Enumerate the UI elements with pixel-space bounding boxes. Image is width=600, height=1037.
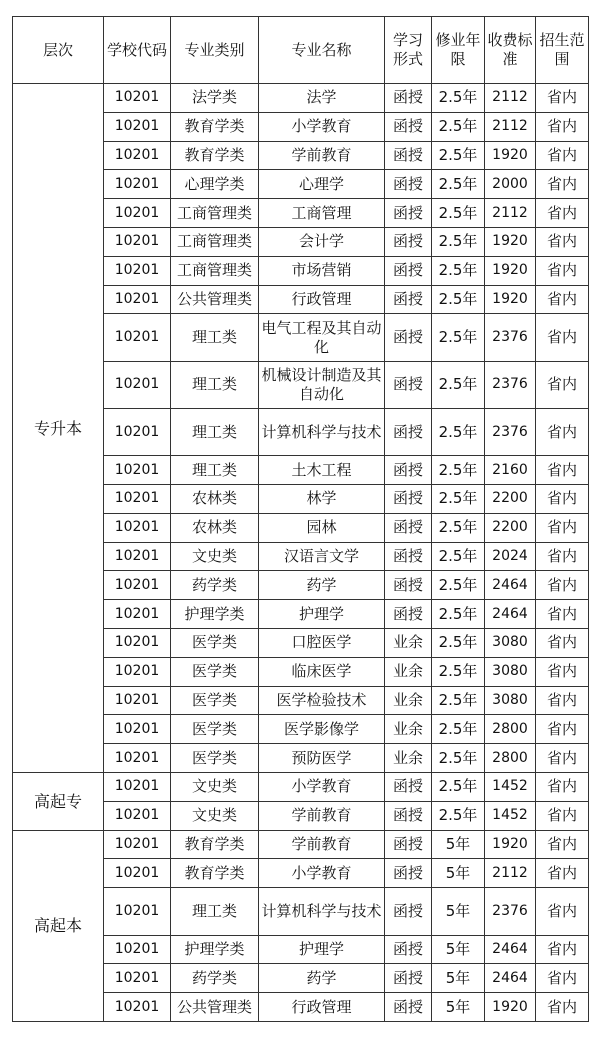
study-mode-cell: 函授 bbox=[385, 285, 432, 314]
major-name-cell: 林学 bbox=[259, 485, 385, 514]
duration-cell: 2.5年 bbox=[432, 513, 485, 542]
school-code-cell: 10201 bbox=[104, 715, 171, 744]
school-code-cell: 10201 bbox=[104, 456, 171, 485]
duration-cell: 2.5年 bbox=[432, 629, 485, 658]
major-name-cell: 学前教育 bbox=[259, 801, 385, 830]
major-category-cell: 理工类 bbox=[171, 888, 259, 935]
major-name-cell: 法学 bbox=[259, 84, 385, 113]
school-code-cell: 10201 bbox=[104, 964, 171, 993]
study-mode-cell: 函授 bbox=[385, 84, 432, 113]
tuition-cell: 2000 bbox=[485, 170, 536, 199]
major-category-cell: 教育学类 bbox=[171, 141, 259, 170]
major-name-cell: 行政管理 bbox=[259, 285, 385, 314]
school-code-cell: 10201 bbox=[104, 600, 171, 629]
major-category-cell: 理工类 bbox=[171, 408, 259, 455]
tuition-cell: 2112 bbox=[485, 199, 536, 228]
table-row bbox=[13, 84, 589, 113]
study-mode-cell: 函授 bbox=[385, 112, 432, 141]
duration-cell: 5年 bbox=[432, 859, 485, 888]
header-duration: 修业年限 bbox=[432, 17, 485, 84]
duration-cell: 2.5年 bbox=[432, 170, 485, 199]
school-code-cell: 10201 bbox=[104, 859, 171, 888]
major-name-cell: 护理学 bbox=[259, 600, 385, 629]
major-name-cell: 小学教育 bbox=[259, 773, 385, 802]
study-mode-cell: 函授 bbox=[385, 314, 432, 361]
header-study-mode: 学习形式 bbox=[385, 17, 432, 84]
study-mode-cell: 函授 bbox=[385, 600, 432, 629]
school-code-cell: 10201 bbox=[104, 84, 171, 113]
major-category-cell: 农林类 bbox=[171, 485, 259, 514]
scope-cell: 省内 bbox=[536, 314, 589, 361]
study-mode-cell: 函授 bbox=[385, 513, 432, 542]
tuition-cell: 2376 bbox=[485, 408, 536, 455]
school-code-cell: 10201 bbox=[104, 993, 171, 1022]
tuition-cell: 2112 bbox=[485, 112, 536, 141]
duration-cell: 2.5年 bbox=[432, 408, 485, 455]
study-mode-cell: 业余 bbox=[385, 629, 432, 658]
scope-cell: 省内 bbox=[536, 715, 589, 744]
tuition-cell: 3080 bbox=[485, 629, 536, 658]
school-code-cell: 10201 bbox=[104, 112, 171, 141]
school-code-cell: 10201 bbox=[104, 801, 171, 830]
study-mode-cell: 函授 bbox=[385, 170, 432, 199]
school-code-cell: 10201 bbox=[104, 227, 171, 256]
tuition-cell: 2464 bbox=[485, 600, 536, 629]
scope-cell: 省内 bbox=[536, 227, 589, 256]
study-mode-cell: 函授 bbox=[385, 542, 432, 571]
scope-cell: 省内 bbox=[536, 859, 589, 888]
school-code-cell: 10201 bbox=[104, 285, 171, 314]
tuition-cell: 2200 bbox=[485, 485, 536, 514]
school-code-cell: 10201 bbox=[104, 199, 171, 228]
major-category-cell: 医学类 bbox=[171, 629, 259, 658]
scope-cell: 省内 bbox=[536, 199, 589, 228]
tuition-cell: 1920 bbox=[485, 285, 536, 314]
tuition-cell: 1920 bbox=[485, 256, 536, 285]
major-name-cell: 土木工程 bbox=[259, 456, 385, 485]
major-category-cell: 药学类 bbox=[171, 964, 259, 993]
scope-cell: 省内 bbox=[536, 801, 589, 830]
school-code-cell: 10201 bbox=[104, 314, 171, 361]
study-mode-cell: 函授 bbox=[385, 993, 432, 1022]
duration-cell: 2.5年 bbox=[432, 542, 485, 571]
scope-cell: 省内 bbox=[536, 542, 589, 571]
study-mode-cell: 函授 bbox=[385, 964, 432, 993]
scope-cell: 省内 bbox=[536, 600, 589, 629]
major-name-cell: 小学教育 bbox=[259, 859, 385, 888]
study-mode-cell: 函授 bbox=[385, 935, 432, 964]
major-name-cell: 会计学 bbox=[259, 227, 385, 256]
school-code-cell: 10201 bbox=[104, 170, 171, 199]
major-category-cell: 理工类 bbox=[171, 361, 259, 408]
major-name-cell: 心理学 bbox=[259, 170, 385, 199]
study-mode-cell: 函授 bbox=[385, 256, 432, 285]
scope-cell: 省内 bbox=[536, 830, 589, 859]
duration-cell: 2.5年 bbox=[432, 801, 485, 830]
school-code-cell: 10201 bbox=[104, 686, 171, 715]
major-category-cell: 农林类 bbox=[171, 513, 259, 542]
major-category-cell: 文史类 bbox=[171, 773, 259, 802]
duration-cell: 2.5年 bbox=[432, 600, 485, 629]
tuition-cell: 2464 bbox=[485, 935, 536, 964]
tuition-cell: 1920 bbox=[485, 141, 536, 170]
major-name-cell: 工商管理 bbox=[259, 199, 385, 228]
duration-cell: 2.5年 bbox=[432, 256, 485, 285]
study-mode-cell: 函授 bbox=[385, 361, 432, 408]
study-mode-cell: 业余 bbox=[385, 686, 432, 715]
study-mode-cell: 函授 bbox=[385, 141, 432, 170]
tuition-cell: 1452 bbox=[485, 773, 536, 802]
tuition-cell: 1452 bbox=[485, 801, 536, 830]
study-mode-cell: 函授 bbox=[385, 456, 432, 485]
duration-cell: 2.5年 bbox=[432, 485, 485, 514]
study-mode-cell: 函授 bbox=[385, 888, 432, 935]
scope-cell: 省内 bbox=[536, 993, 589, 1022]
scope-cell: 省内 bbox=[536, 170, 589, 199]
scope-cell: 省内 bbox=[536, 141, 589, 170]
scope-cell: 省内 bbox=[536, 485, 589, 514]
major-category-cell: 教育学类 bbox=[171, 112, 259, 141]
major-name-cell: 护理学 bbox=[259, 935, 385, 964]
major-name-cell: 药学 bbox=[259, 964, 385, 993]
scope-cell: 省内 bbox=[536, 408, 589, 455]
level-cell: 高起专 bbox=[13, 773, 104, 831]
major-name-cell: 药学 bbox=[259, 571, 385, 600]
school-code-cell: 10201 bbox=[104, 408, 171, 455]
header-enrollment-scope: 招生范围 bbox=[536, 17, 589, 84]
scope-cell: 省内 bbox=[536, 361, 589, 408]
school-code-cell: 10201 bbox=[104, 141, 171, 170]
tuition-cell: 2376 bbox=[485, 314, 536, 361]
major-name-cell: 汉语言文学 bbox=[259, 542, 385, 571]
scope-cell: 省内 bbox=[536, 629, 589, 658]
duration-cell: 2.5年 bbox=[432, 456, 485, 485]
tuition-cell: 2024 bbox=[485, 542, 536, 571]
duration-cell: 2.5年 bbox=[432, 227, 485, 256]
enrollment-table bbox=[12, 16, 589, 1022]
major-category-cell: 心理学类 bbox=[171, 170, 259, 199]
study-mode-cell: 函授 bbox=[385, 571, 432, 600]
header-major-name: 专业名称 bbox=[259, 17, 385, 84]
major-category-cell: 药学类 bbox=[171, 571, 259, 600]
major-name-cell: 小学教育 bbox=[259, 112, 385, 141]
major-name-cell: 园林 bbox=[259, 513, 385, 542]
school-code-cell: 10201 bbox=[104, 542, 171, 571]
scope-cell: 省内 bbox=[536, 686, 589, 715]
major-name-cell: 医学影像学 bbox=[259, 715, 385, 744]
school-code-cell: 10201 bbox=[104, 830, 171, 859]
study-mode-cell: 函授 bbox=[385, 408, 432, 455]
major-category-cell: 法学类 bbox=[171, 84, 259, 113]
school-code-cell: 10201 bbox=[104, 773, 171, 802]
study-mode-cell: 函授 bbox=[385, 830, 432, 859]
duration-cell: 5年 bbox=[432, 964, 485, 993]
duration-cell: 2.5年 bbox=[432, 657, 485, 686]
table-row bbox=[13, 773, 589, 802]
school-code-cell: 10201 bbox=[104, 935, 171, 964]
major-category-cell: 教育学类 bbox=[171, 859, 259, 888]
tuition-cell: 2200 bbox=[485, 513, 536, 542]
duration-cell: 2.5年 bbox=[432, 199, 485, 228]
header-school-code: 学校代码 bbox=[104, 17, 171, 84]
tuition-cell: 2800 bbox=[485, 715, 536, 744]
major-name-cell: 计算机科学与技术 bbox=[259, 408, 385, 455]
major-name-cell: 预防医学 bbox=[259, 744, 385, 773]
major-category-cell: 理工类 bbox=[171, 314, 259, 361]
major-category-cell: 工商管理类 bbox=[171, 256, 259, 285]
tuition-cell: 3080 bbox=[485, 686, 536, 715]
scope-cell: 省内 bbox=[536, 888, 589, 935]
scope-cell: 省内 bbox=[536, 935, 589, 964]
duration-cell: 2.5年 bbox=[432, 112, 485, 141]
scope-cell: 省内 bbox=[536, 285, 589, 314]
duration-cell: 2.5年 bbox=[432, 314, 485, 361]
major-name-cell: 计算机科学与技术 bbox=[259, 888, 385, 935]
scope-cell: 省内 bbox=[536, 513, 589, 542]
study-mode-cell: 业余 bbox=[385, 744, 432, 773]
scope-cell: 省内 bbox=[536, 773, 589, 802]
study-mode-cell: 函授 bbox=[385, 199, 432, 228]
scope-cell: 省内 bbox=[536, 657, 589, 686]
level-cell: 专升本 bbox=[13, 84, 104, 773]
major-category-cell: 护理学类 bbox=[171, 935, 259, 964]
major-name-cell: 市场营销 bbox=[259, 256, 385, 285]
enrollment-table-sheet bbox=[12, 16, 588, 1022]
major-category-cell: 文史类 bbox=[171, 801, 259, 830]
tuition-cell: 1920 bbox=[485, 227, 536, 256]
study-mode-cell: 业余 bbox=[385, 715, 432, 744]
school-code-cell: 10201 bbox=[104, 571, 171, 600]
header-tuition: 收费标准 bbox=[485, 17, 536, 84]
duration-cell: 2.5年 bbox=[432, 285, 485, 314]
school-code-cell: 10201 bbox=[104, 888, 171, 935]
major-category-cell: 医学类 bbox=[171, 686, 259, 715]
major-name-cell: 电气工程及其自动化 bbox=[259, 314, 385, 361]
major-name-cell: 机械设计制造及其自动化 bbox=[259, 361, 385, 408]
tuition-cell: 2464 bbox=[485, 964, 536, 993]
level-cell: 高起本 bbox=[13, 830, 104, 1021]
major-name-cell: 行政管理 bbox=[259, 993, 385, 1022]
major-name-cell: 口腔医学 bbox=[259, 629, 385, 658]
major-category-cell: 公共管理类 bbox=[171, 993, 259, 1022]
tuition-cell: 1920 bbox=[485, 830, 536, 859]
tuition-cell: 2112 bbox=[485, 859, 536, 888]
scope-cell: 省内 bbox=[536, 84, 589, 113]
major-category-cell: 公共管理类 bbox=[171, 285, 259, 314]
major-category-cell: 工商管理类 bbox=[171, 227, 259, 256]
school-code-cell: 10201 bbox=[104, 256, 171, 285]
scope-cell: 省内 bbox=[536, 256, 589, 285]
header-row bbox=[13, 17, 589, 84]
major-name-cell: 医学检验技术 bbox=[259, 686, 385, 715]
scope-cell: 省内 bbox=[536, 112, 589, 141]
school-code-cell: 10201 bbox=[104, 629, 171, 658]
school-code-cell: 10201 bbox=[104, 485, 171, 514]
tuition-cell: 2464 bbox=[485, 571, 536, 600]
tuition-cell: 2376 bbox=[485, 888, 536, 935]
major-name-cell: 学前教育 bbox=[259, 141, 385, 170]
scope-cell: 省内 bbox=[536, 456, 589, 485]
school-code-cell: 10201 bbox=[104, 657, 171, 686]
duration-cell: 2.5年 bbox=[432, 571, 485, 600]
tuition-cell: 2112 bbox=[485, 84, 536, 113]
header-level: 层次 bbox=[13, 17, 104, 84]
scope-cell: 省内 bbox=[536, 744, 589, 773]
major-category-cell: 医学类 bbox=[171, 715, 259, 744]
duration-cell: 5年 bbox=[432, 935, 485, 964]
school-code-cell: 10201 bbox=[104, 513, 171, 542]
major-category-cell: 工商管理类 bbox=[171, 199, 259, 228]
tuition-cell: 2160 bbox=[485, 456, 536, 485]
major-category-cell: 护理学类 bbox=[171, 600, 259, 629]
major-category-cell: 医学类 bbox=[171, 657, 259, 686]
school-code-cell: 10201 bbox=[104, 744, 171, 773]
tuition-cell: 1920 bbox=[485, 993, 536, 1022]
table-body bbox=[13, 84, 589, 1022]
major-category-cell: 文史类 bbox=[171, 542, 259, 571]
duration-cell: 2.5年 bbox=[432, 84, 485, 113]
school-code-cell: 10201 bbox=[104, 361, 171, 408]
major-category-cell: 教育学类 bbox=[171, 830, 259, 859]
duration-cell: 5年 bbox=[432, 888, 485, 935]
scope-cell: 省内 bbox=[536, 571, 589, 600]
tuition-cell: 2800 bbox=[485, 744, 536, 773]
major-category-cell: 理工类 bbox=[171, 456, 259, 485]
study-mode-cell: 函授 bbox=[385, 859, 432, 888]
duration-cell: 5年 bbox=[432, 830, 485, 859]
study-mode-cell: 业余 bbox=[385, 657, 432, 686]
duration-cell: 2.5年 bbox=[432, 686, 485, 715]
study-mode-cell: 函授 bbox=[385, 801, 432, 830]
major-category-cell: 医学类 bbox=[171, 744, 259, 773]
study-mode-cell: 函授 bbox=[385, 485, 432, 514]
scope-cell: 省内 bbox=[536, 964, 589, 993]
major-name-cell: 临床医学 bbox=[259, 657, 385, 686]
duration-cell: 5年 bbox=[432, 993, 485, 1022]
tuition-cell: 2376 bbox=[485, 361, 536, 408]
major-name-cell: 学前教育 bbox=[259, 830, 385, 859]
duration-cell: 2.5年 bbox=[432, 773, 485, 802]
duration-cell: 2.5年 bbox=[432, 744, 485, 773]
duration-cell: 2.5年 bbox=[432, 715, 485, 744]
duration-cell: 2.5年 bbox=[432, 361, 485, 408]
study-mode-cell: 函授 bbox=[385, 227, 432, 256]
study-mode-cell: 函授 bbox=[385, 773, 432, 802]
header-major-category: 专业类别 bbox=[171, 17, 259, 84]
table-row bbox=[13, 830, 589, 859]
duration-cell: 2.5年 bbox=[432, 141, 485, 170]
tuition-cell: 3080 bbox=[485, 657, 536, 686]
